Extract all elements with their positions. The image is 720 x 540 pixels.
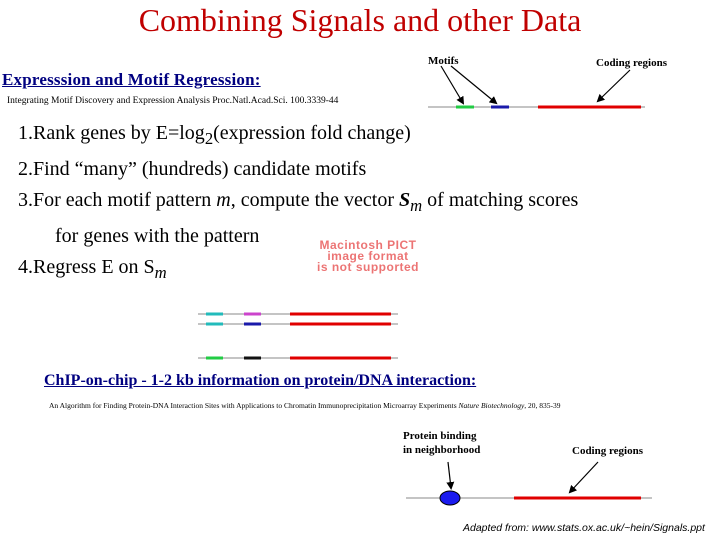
step-text: (expression fold change): [213, 122, 411, 144]
chip-citation: [49, 401, 561, 410]
step-text: , compute the vector: [230, 189, 400, 211]
citation-text: , 20, 835-39: [524, 401, 561, 410]
pict-line: image format: [327, 249, 409, 263]
motif-arrow: [451, 66, 496, 103]
protein-arrow: [448, 462, 451, 488]
motifs-label: Motifs: [428, 55, 459, 67]
step-text: Regress E on S: [33, 256, 155, 278]
step-3-continuation: for genes with the pattern: [55, 225, 260, 247]
step-text: For each motif pattern: [33, 189, 217, 211]
step-subscript: m: [410, 196, 423, 215]
label-line: in neighborhood: [403, 444, 481, 456]
coding-regions-label-bottom: Coding regions: [572, 445, 644, 457]
multi-gene-diagram: [198, 314, 398, 358]
coding-arrow: [570, 462, 598, 492]
protein-blob: [440, 491, 460, 505]
step-italic-var: m: [216, 189, 231, 211]
expression-section-heading: Expresssion and Motif Regression:: [2, 70, 261, 89]
chip-diagram: [406, 462, 652, 505]
protein-binding-label: [403, 429, 480, 457]
step-text: Rank genes by E=log: [33, 122, 205, 144]
coding-arrow: [598, 70, 630, 101]
coding-regions-label-top: Coding regions: [596, 57, 668, 69]
top-gene-diagram: [428, 66, 645, 107]
step-bold-var: S: [399, 189, 411, 211]
pict-line: is not supported: [317, 260, 419, 274]
source-footer: Adapted from: www.stats.ox.ac.uk/~hein/Signals.ppt: [463, 522, 705, 534]
citation-text: An Algorithm for Finding Protein-DNA Interaction Sites with Applications to Chromatin Immunoprecipitation Microarray Experiments: [49, 401, 459, 410]
citation-journal: Nature Biotechnology: [458, 401, 525, 410]
step-text: Find “many” (hundreds) candidate motifs: [33, 158, 367, 180]
motif-arrow: [441, 66, 463, 103]
slide-title: Combining Signals and other Data: [138, 2, 582, 38]
chip-section-heading: ChIP-on-chip - 1-2 kb information on protein/DNA interaction:: [44, 372, 477, 389]
expression-citation: Integrating Motif Discovery and Expression Analysis Proc.Natl.Acad.Sci. 100.3339-44: [7, 96, 339, 106]
step-subscript: m: [154, 263, 167, 282]
step-number: 1.: [18, 122, 33, 144]
step-text: of matching scores: [422, 189, 579, 211]
step-number: 4.: [18, 256, 33, 278]
step-subscript: 2: [204, 129, 214, 148]
step-number: 3.: [18, 189, 33, 211]
pict-line: Macintosh PICT: [319, 238, 417, 252]
label-line: Protein binding: [403, 430, 477, 442]
step-number: 2.: [18, 158, 33, 180]
